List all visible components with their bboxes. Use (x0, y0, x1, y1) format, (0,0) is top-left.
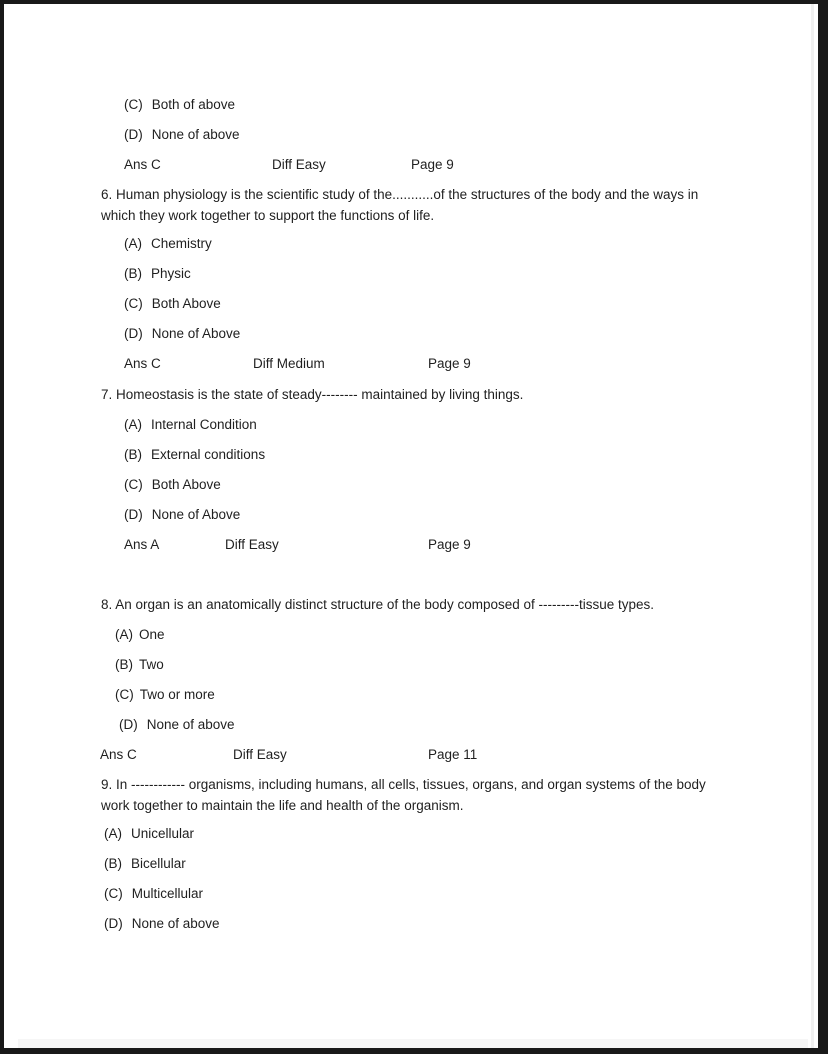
option-text: None of Above (151, 326, 241, 341)
option-text: None of above (131, 916, 220, 931)
option-label: (A) (115, 627, 133, 642)
option-text: None of above (146, 717, 235, 732)
option-row (104, 824, 194, 844)
page-edge-left (0, 0, 4, 1054)
option-label: (C) (124, 97, 143, 112)
option-text: Multicellular (131, 886, 204, 901)
page-shadow-bottom (18, 1039, 808, 1048)
option-text: Two (139, 657, 164, 672)
option-row (124, 264, 191, 284)
option-row (124, 234, 212, 254)
difficulty-label: Diff Easy (272, 157, 326, 172)
option-text: Two or more (139, 687, 215, 702)
question-text: 8. An organ is an anatomically distinct structure of the body composed of ---------tissue types. (101, 597, 654, 612)
option-label: (C) (124, 296, 143, 311)
option-row (124, 95, 235, 115)
option-row (119, 715, 235, 735)
question-text: 6. Human physiology is the scientific study of the...........of the structures of the body and the ways in which they work together to support the functions of life. (101, 187, 699, 223)
option-row (115, 685, 215, 705)
option-label: (B) (124, 266, 142, 281)
option-label: (A) (104, 826, 122, 841)
answer-label: Ans C (124, 157, 161, 172)
question-text: 9. In ------------ organisms, including humans, all cells, tissues, organs, and organ systems of the body work together to maintain the life and health of the organism. (101, 777, 706, 813)
option-text: External conditions (151, 447, 266, 462)
page-ref-label: Page 9 (428, 356, 471, 371)
option-text: Chemistry (151, 236, 212, 251)
option-text: Bicellular (131, 856, 186, 871)
option-label: (D) (124, 507, 143, 522)
difficulty-label: Diff Easy (233, 747, 287, 762)
option-text: Both Above (151, 477, 221, 492)
option-text: Unicellular (131, 826, 195, 841)
option-row (124, 475, 221, 495)
difficulty-label: Diff Medium (253, 356, 325, 371)
option-label: (B) (104, 856, 122, 871)
option-label: (D) (124, 326, 143, 341)
answer-label: Ans C (100, 747, 137, 762)
option-label: (D) (104, 916, 123, 931)
option-row (104, 914, 220, 934)
answer-label: Ans A (124, 537, 160, 552)
option-label: (A) (124, 236, 142, 251)
option-label: (C) (124, 477, 143, 492)
option-text: Both Above (151, 296, 221, 311)
option-text: None of Above (151, 507, 241, 522)
question-text: 7. Homeostasis is the state of steady-------- maintained by living things. (101, 387, 524, 402)
option-row (124, 445, 265, 465)
option-row (124, 324, 240, 344)
page-ref-label: Page 9 (411, 157, 454, 172)
option-text: Internal Condition (151, 417, 257, 432)
page-ref-label: Page 9 (428, 537, 471, 552)
option-row (104, 854, 186, 874)
option-text: Both of above (151, 97, 236, 112)
option-label: (B) (124, 447, 142, 462)
option-label: (C) (115, 687, 134, 702)
answer-label: Ans C (124, 356, 161, 371)
option-row (124, 294, 221, 314)
option-label: (D) (119, 717, 138, 732)
option-row (124, 415, 257, 435)
option-label: (C) (104, 886, 123, 901)
option-label: (D) (124, 127, 143, 142)
option-label: (A) (124, 417, 142, 432)
page-edge-bottom (0, 1048, 828, 1054)
option-row (104, 884, 203, 904)
page-shadow-right (811, 0, 814, 1054)
option-row (115, 625, 165, 645)
page-edge-right (818, 0, 828, 1054)
difficulty-label: Diff Easy (225, 537, 279, 552)
page-edge-top (0, 0, 828, 4)
option-text: Physic (151, 266, 191, 281)
option-row (124, 505, 240, 525)
option-label: (B) (115, 657, 133, 672)
page-ref-label: Page 11 (428, 747, 478, 762)
option-row (124, 125, 240, 145)
option-text: None of above (151, 127, 240, 142)
option-text: One (139, 627, 165, 642)
option-row (115, 655, 164, 675)
